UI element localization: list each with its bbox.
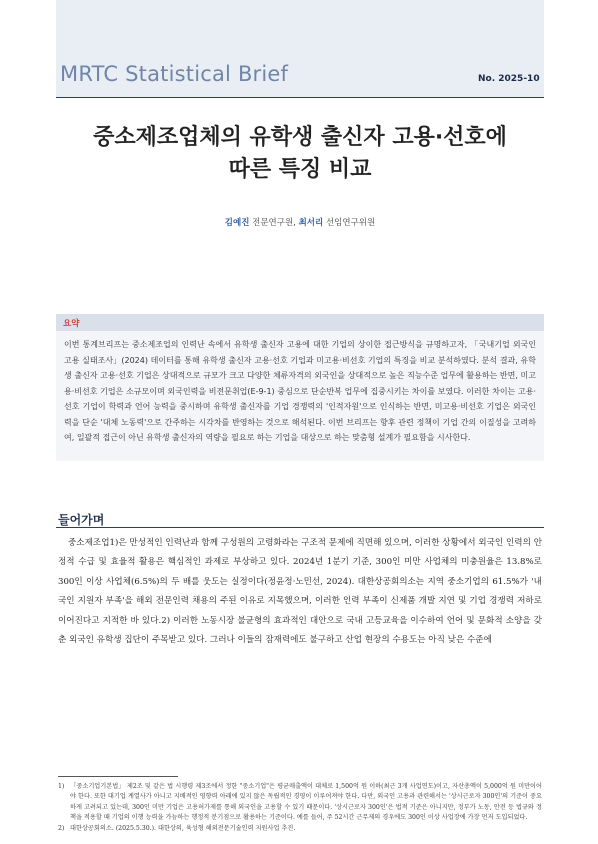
author-role: 전문연구원, xyxy=(252,218,296,228)
summary-label: 요약 xyxy=(63,319,80,329)
footnote-number: 1) xyxy=(58,783,65,790)
section-divider xyxy=(56,527,544,528)
footnote xyxy=(58,782,542,824)
footnotes xyxy=(58,782,542,834)
footnote-number: 2) xyxy=(58,824,65,832)
footnote-text: 대한상공회의소. (2025.5.30.). 대한상의, 육성형 해외전문기술인력 지원사업 추진. xyxy=(70,824,296,832)
summary-text: 이번 통계브리프는 중소제조업의 인력난 속에서 유학생 출신자 고용에 대한 기업의 상이한 접근방식을 규명하고자, 「국내기업 외국인 고용 실태조사」(2024) 데이터를 통해 유학생 출신자 고용·선호 기업과 미고용·비선호 기업의 특징을 비교 분석하였다. 분석 결과, 유학생 출신자 고용·선호 기업은 상대적으로 규모가 크고 다양한 체류자격의 외국인을 상대적으로 높은 직능수준 업무에 활용하는 반면, 미고용·비선호 기업은 소규모이며 외국인력을 비전문취업(E-9-1) 중심으로 단순반복 업무에 집중시키는 차이를 보였다. 이러한 차이는 고용·선호 기업이 학력과 언어 능력을 중시하며 유학생 출신자를 기업 경쟁력의 '인적자원'으로 인식하는 반면, 미고용·비선호 기업은 외국인력을 단순 '대체 노동력'으로 간주하는 시각차를 반영하는 것으로 해석된다. 이번 브리프는 향후 관련 정책이 기업 간의 이질성을 고려하여, 일괄적 접근이 아닌 유학생 출신자의 역량을 필요로 하는 기업을 대상으로 하는 맞춤형 설계가 필요함을 시사한다. xyxy=(56,331,544,461)
intro-paragraph: 중소제조업1)은 만성적인 인력난과 함께 구성원의 고령화라는 구조적 문제에 직면해 있으며, 이러한 상황에서 외국인 인력의 안정적 수급 및 효율적 활용은 핵심적인 과제로 부상하고 있다. 2024년 1분기 기준, 300인 미만 사업체의 미충원율은 13.8%로 300인 이상 사업체(6.5%)의 두 배를 웃도는 실정이다(정윤정·노민선, 2024). 대한상공회의소는 지역 중소기업의 61.5%가 '내국인 지원자 부족'을 해외 전문인력 채용의 주된 이유로 지목했으며, 이러한 인력 부족이 신제품 개발 지연 및 기업 경쟁력 저하로 이어진다고 지적한 바 있다.2) 이러한 노동시장 불균형의 효과적인 대안으로 국내 고등교육을 이수하여 언어 및 문화적 소양을 갖춘 외국인 유학생 집단이 주목받고 있다. 그러나 이들의 잠재력에도 불구하고 산업 현장의 수용도는 아직 낮은 수준에 xyxy=(58,538,542,646)
footnote xyxy=(58,824,542,834)
section-heading: 들어가며 xyxy=(58,513,105,527)
author-role: 선임연구위원 xyxy=(325,218,376,228)
author-name: 김예진 xyxy=(224,218,250,228)
author-line xyxy=(56,216,544,228)
title-line-1: 중소제조업체의 유학생 출신자 고용·선호에 xyxy=(93,125,507,150)
title-line-2: 따른 특징 비교 xyxy=(228,157,372,182)
footnote-text: 「중소기업기본법」 제2조 및 같은 법 시행령 제3조에서 정한 "중소기업"은 평균매출액이 대체로 1,500억 원 이하(최근 3개 사업연도)이고, 자산총액이 5,000억 원 미만이어야 한다. 또한 대기업 계열사가 아니고 지배적인 영향력 아래에 있지 않은 독립적인 경영이 이루어져야 한다. 다만, 외국인 고용과 관련해서는 '상시근로자 300인'의 기준이 중요하게 고려되고 있는데, 300인 미만 기업은 고용허가제를 통해 외국인을 고용할 수 있기 때문이다. '상시근로자 300인'은 법적 기준은 아니지만, 정부가 노동, 안전 등 법규와 정책을 적용할 때 기업의 이행 능력을 가늠하는 행정적 분기점으로 활용하는 기준이다. 예를 들어, 주 52시간 근무제의 경우에도 300인 이상 사업장에 가장 먼저 도입되었다. xyxy=(70,783,542,822)
page-title xyxy=(56,122,544,186)
header-divider xyxy=(56,97,544,98)
author-name: 최서리 xyxy=(298,218,324,228)
footnote-divider xyxy=(58,776,178,777)
summary-header xyxy=(56,314,544,331)
issue-number: No. 2025-10 xyxy=(478,74,540,84)
brief-series-title: MRTC Statistical Brief xyxy=(60,62,289,86)
